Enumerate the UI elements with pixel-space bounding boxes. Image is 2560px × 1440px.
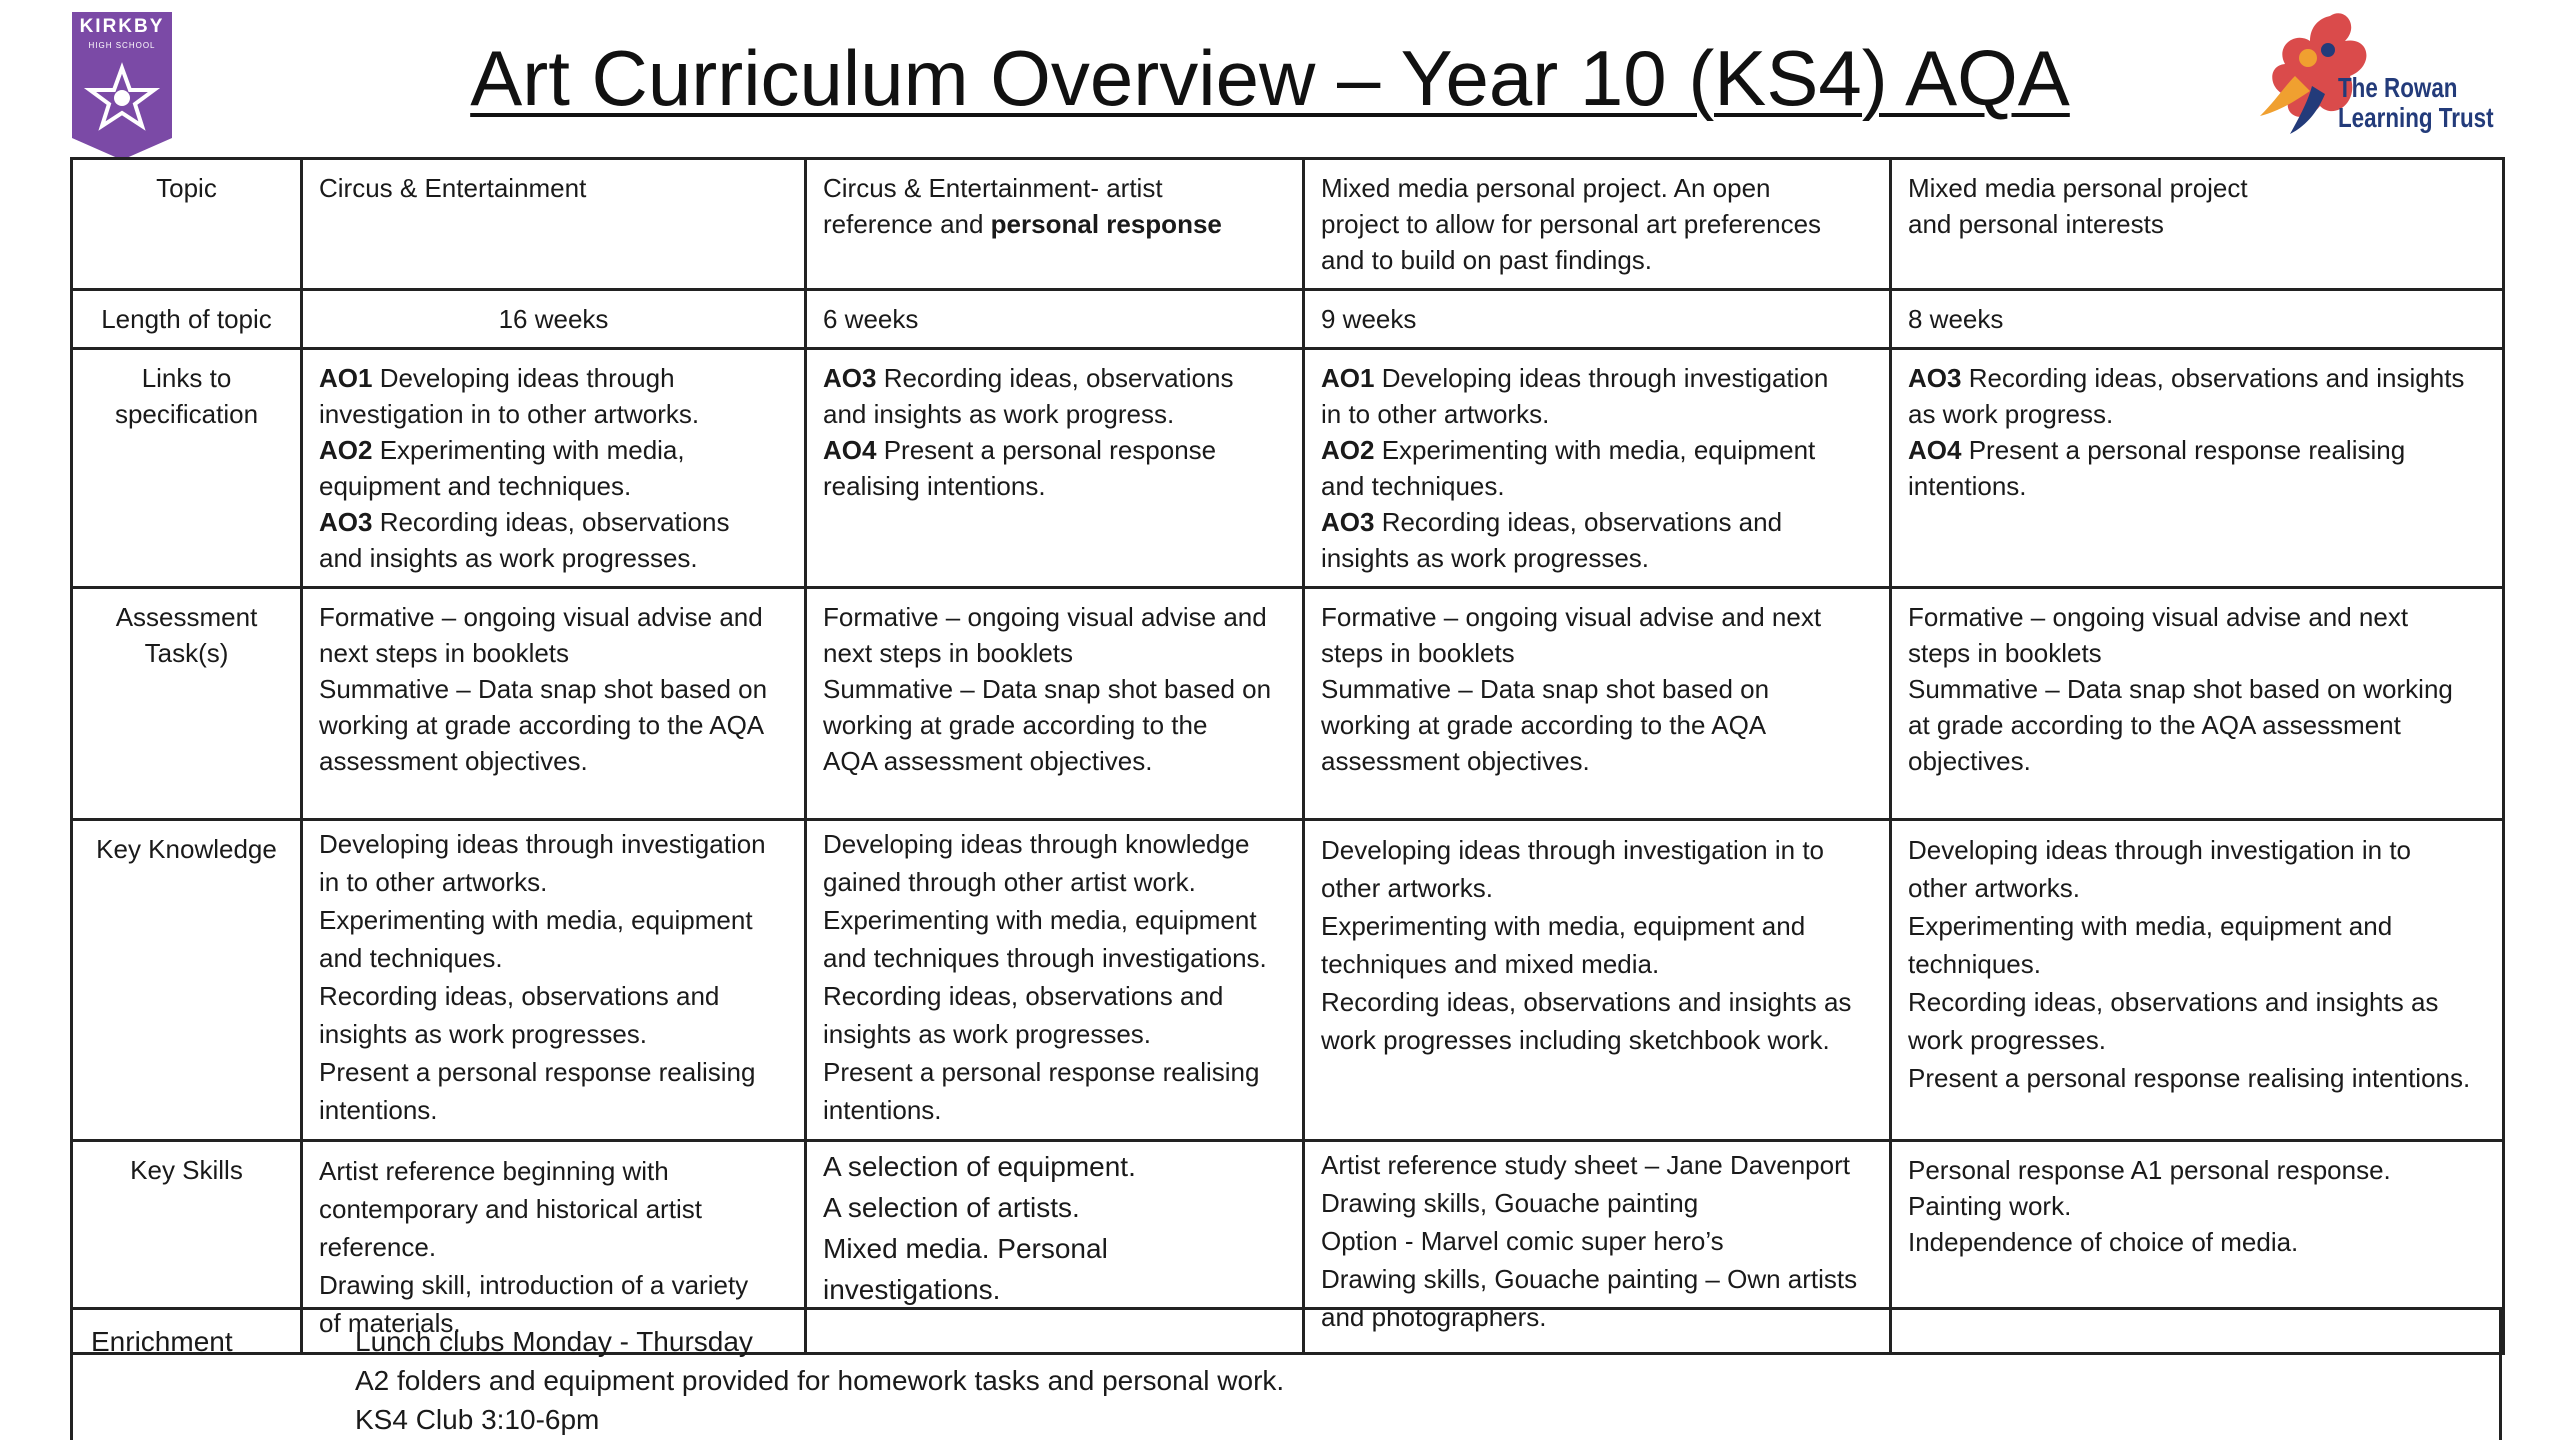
length-cell-2: 6 weeks	[806, 290, 1304, 349]
enrichment-label: Enrichment	[91, 1326, 233, 1357]
school-logo-subtext: HIGH SCHOOL	[88, 41, 156, 50]
enrichment-item: A2 folders and equipment provided for homework tasks and personal work.	[355, 1365, 1285, 1396]
length-cell-3: 9 weeks	[1304, 290, 1891, 349]
row-label-skills: Key Skills	[72, 1141, 302, 1354]
ao-text: Recording ideas, observations and insights as work progress.	[823, 363, 1234, 429]
enrichment-section	[70, 1307, 2502, 1440]
ao-code: AO3	[1908, 363, 1962, 393]
ao-code: AO3	[823, 363, 877, 393]
topic-cell-2-bold: personal response	[990, 209, 1222, 239]
assessment-row	[72, 588, 2504, 820]
ao-text: Developing ideas through investigation in to other artworks.	[1321, 363, 1829, 429]
assessment-cell-2: Formative – ongoing visual advise and next steps in booklets Summative – Data snap shot based on working at grade according to the AQA assessment objectives.	[806, 588, 1304, 820]
trust-logo-line1: The Rowan	[2338, 72, 2458, 103]
ao-code: AO4	[823, 435, 877, 465]
curriculum-table	[70, 157, 2505, 1355]
enrichment-item: KS4 Club 3:10-6pm	[355, 1404, 600, 1435]
topic-cell-2-text: Circus & Entertainment- artist reference and	[823, 173, 1163, 239]
links-cell-2	[806, 349, 1304, 588]
ao-text: Present a personal response realising intentions.	[1908, 435, 2406, 501]
rowan-learning-trust-logo	[2250, 6, 2504, 140]
ao-text: Present a personal response realising intentions.	[823, 435, 1217, 501]
links-cell-3	[1304, 349, 1891, 588]
ao-code: AO1	[1321, 363, 1375, 393]
ao-text: Experimenting with media, equipment and techniques.	[1321, 435, 1816, 501]
links-cell-4	[1891, 349, 2504, 588]
topic-cell-1: Circus & Entertainment	[302, 159, 806, 290]
skills-cell-4: Personal response A1 personal response. Painting work. Independence of choice of media.	[1891, 1141, 2504, 1354]
length-row	[72, 290, 2504, 349]
topic-cell-2	[806, 159, 1304, 290]
row-label-assessment: Assessment Task(s)	[72, 588, 302, 820]
ao-code: AO1	[319, 363, 373, 393]
topic-cell-3: Mixed media personal project. An open project to allow for personal art preferences and to build on past findings.	[1304, 159, 1891, 290]
ao-code: AO4	[1908, 435, 1962, 465]
assessment-cell-1: Formative – ongoing visual advise and next steps in booklets Summative – Data snap shot based on working at grade according to the AQA assessment objectives.	[302, 588, 806, 820]
row-label-length: Length of topic	[72, 290, 302, 349]
ao-text: Developing ideas through investigation in to other artworks.	[319, 363, 700, 429]
assessment-cell-3: Formative – ongoing visual advise and next steps in booklets Summative – Data snap shot based on working at grade according to the AQA assessment objectives.	[1304, 588, 1891, 820]
row-label-topic: Topic	[72, 159, 302, 290]
ao-text: Recording ideas, observations and insights as work progresses.	[1321, 507, 1783, 573]
row-label-links: Links to specification	[72, 349, 302, 588]
ao-text: Recording ideas, observations and insights as work progresses.	[319, 507, 730, 573]
knowledge-cell-4: Developing ideas through investigation in to other artworks. Experimenting with media, equipment and techniques. Recording ideas, observations and insights as work progresses. Present a personal response realising intentions.	[1891, 820, 2504, 1141]
links-row	[72, 349, 2504, 588]
enrichment-item: Lunch clubs Monday - Thursday	[355, 1326, 753, 1357]
assessment-cell-4: Formative – ongoing visual advise and next steps in booklets Summative – Data snap shot based on working at grade according to the AQA assessment objectives.	[1891, 588, 2504, 820]
knowledge-cell-2: Developing ideas through knowledge gained through other artist work. Experimenting with media, equipment and techniques through investigations. Recording ideas, observations and insights as work progresses. Present a personal response realising intentions.	[806, 820, 1304, 1141]
ao-text: Experimenting with media, equipment and techniques.	[319, 435, 685, 501]
length-cell-1: 16 weeks	[302, 290, 806, 349]
trust-logo-line2: Learning Trust	[2338, 102, 2494, 133]
topic-row	[72, 159, 2504, 290]
skills-cell-3: Artist reference study sheet – Jane Davenport Drawing skills, Gouache painting Option - Marvel comic super hero’s Drawing skills, Gouache painting – Own artists and photographers.	[1304, 1141, 1891, 1354]
ao-code: AO2	[319, 435, 373, 465]
knowledge-cell-1: Developing ideas through investigation in to other artworks. Experimenting with media, equipment and techniques. Recording ideas, observations and insights as work progresses. Present a personal response realising intentions.	[302, 820, 806, 1141]
skills-cell-2: A selection of equipment. A selection of artists. Mixed media. Personal investigations.	[806, 1141, 1304, 1354]
links-cell-1	[302, 349, 806, 588]
kirkby-high-school-logo	[70, 10, 174, 160]
ao-text: Recording ideas, observations and insights as work progress.	[1908, 363, 2465, 429]
skills-cell-1: Artist reference beginning with contemporary and historical artist reference. Drawing skill, introduction of a variety of materials.	[302, 1141, 806, 1354]
ao-code: AO2	[1321, 435, 1375, 465]
enrichment-list	[355, 1322, 1284, 1439]
school-logo-name: KIRKBY	[79, 16, 165, 37]
topic-cell-4: Mixed media personal project and personal interests	[1891, 159, 2504, 290]
page-title: Art Curriculum Overview – Year 10 (KS4) AQA	[470, 34, 2070, 122]
row-label-knowledge: Key Knowledge	[72, 820, 302, 1141]
ao-code: AO3	[319, 507, 373, 537]
ao-code: AO3	[1321, 507, 1375, 537]
knowledge-row	[72, 820, 2504, 1141]
knowledge-cell-3: Developing ideas through investigation in to other artworks. Experimenting with media, equipment and techniques and mixed media. Recording ideas, observations and insights as work progresses including sketchbook work.	[1304, 820, 1891, 1141]
length-cell-4: 8 weeks	[1891, 290, 2504, 349]
